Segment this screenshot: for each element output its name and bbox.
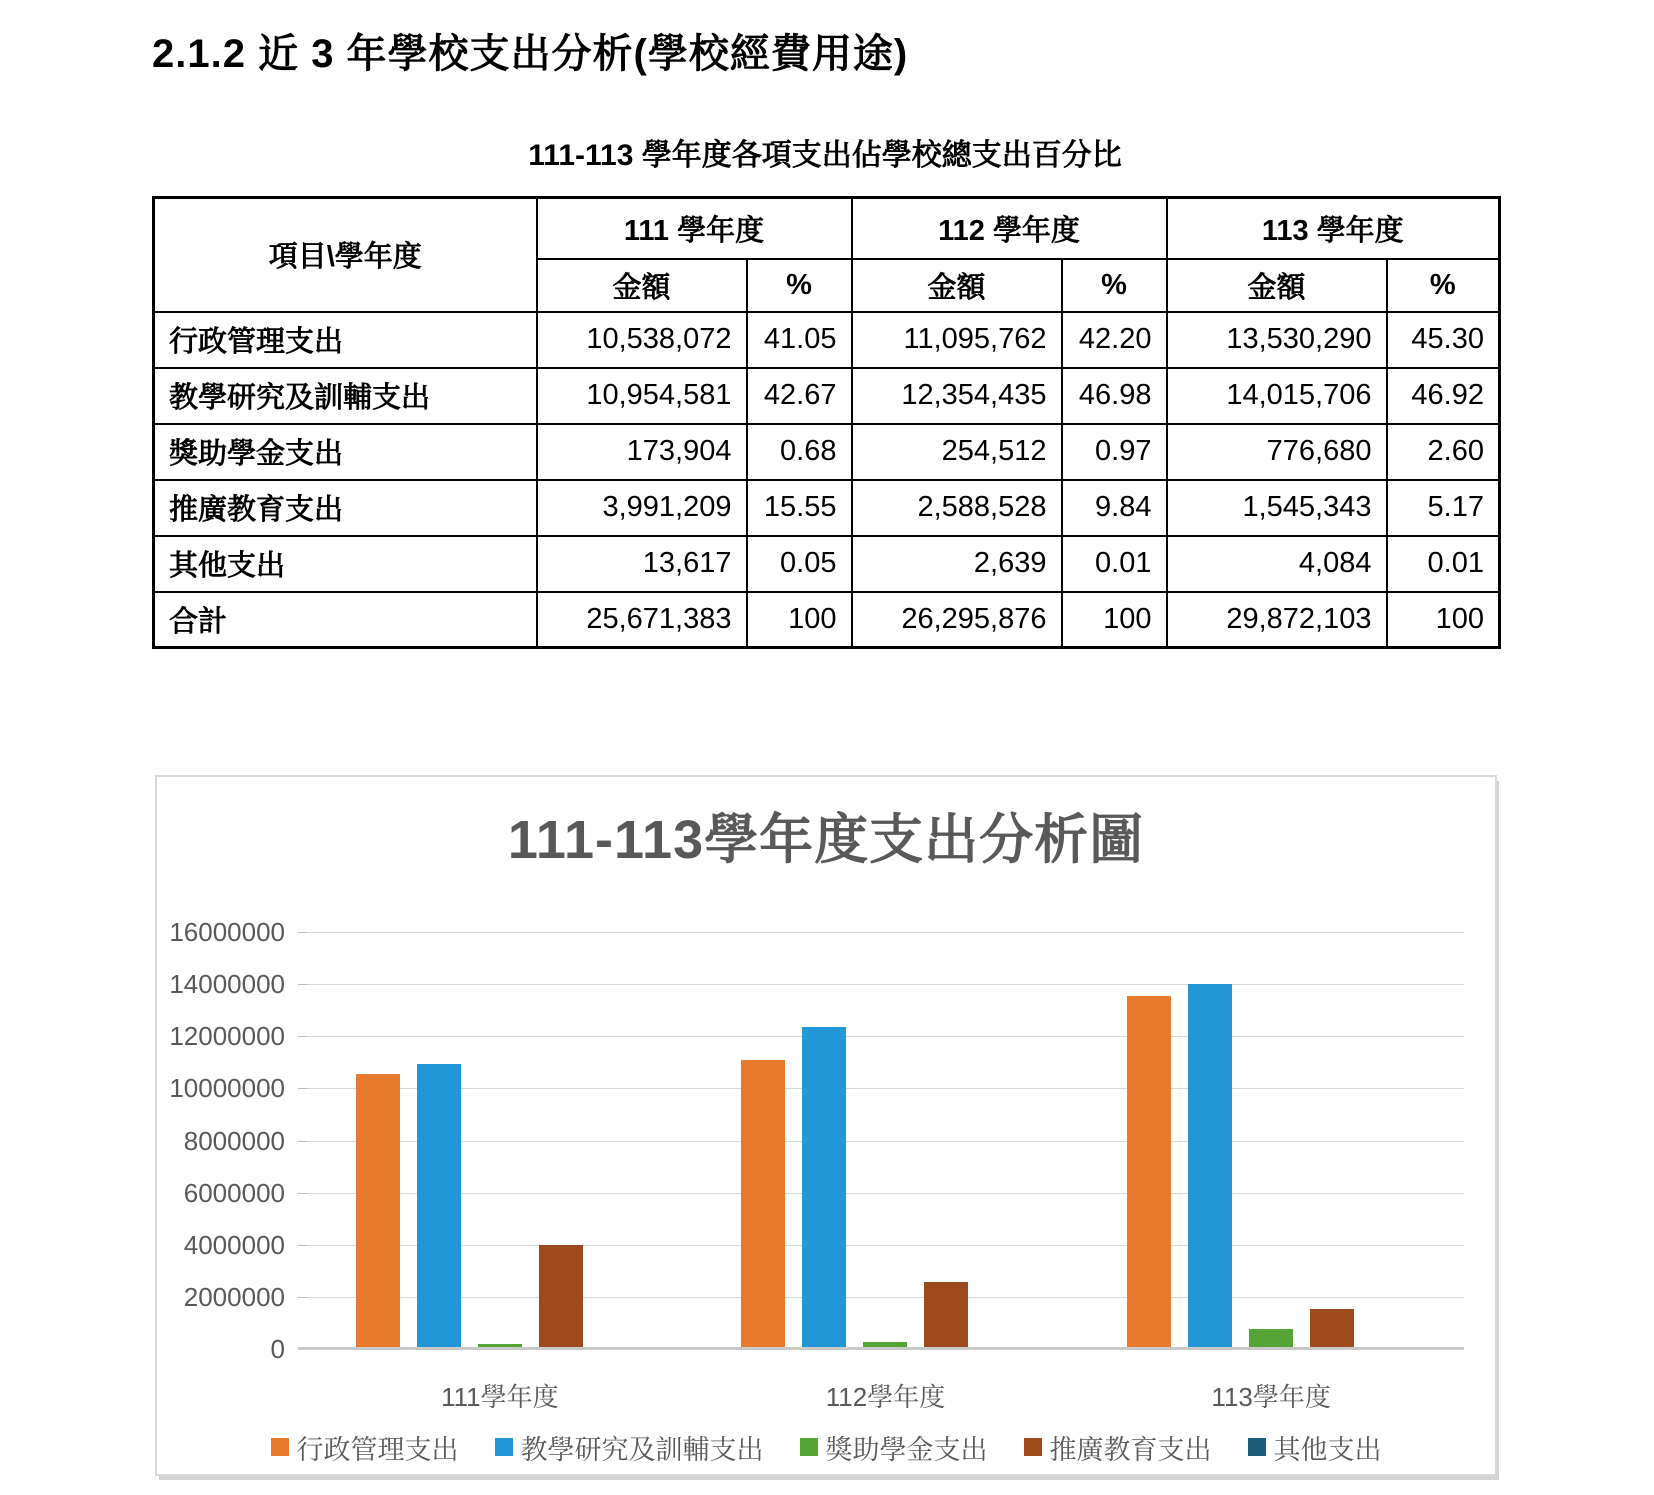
y-axis-label: 0 — [270, 1334, 285, 1364]
legend-swatch — [800, 1438, 818, 1456]
cell-value: 254,512 — [852, 424, 1062, 480]
chart-bar — [741, 1060, 785, 1349]
chart-bar — [1127, 996, 1171, 1349]
legend-label: 其他支出 — [1273, 1434, 1382, 1465]
cell-value: 12,354,435 — [852, 368, 1062, 424]
row-label: 教學研究及訓輔支出 — [154, 368, 537, 424]
cell-value: 42.20 — [1062, 312, 1167, 368]
chart-bar — [417, 1064, 461, 1350]
chart-bar — [356, 1074, 400, 1349]
cell-value: 0.97 — [1062, 424, 1167, 480]
cell-value: 776,680 — [1167, 424, 1387, 480]
year-header-113: 113 學年度 — [1167, 198, 1500, 259]
year-header-112: 112 學年度 — [852, 198, 1167, 259]
legend-item — [1248, 1428, 1382, 1467]
y-axis-tick — [298, 1297, 307, 1298]
cell-value: 0.68 — [747, 424, 852, 480]
cell-value: 10,538,072 — [537, 312, 747, 368]
cell-value: 11,095,762 — [852, 312, 1062, 368]
cell-value: 100 — [1062, 592, 1167, 648]
bar-group — [1078, 932, 1464, 1349]
cell-value: 173,904 — [537, 424, 747, 480]
percent-header: % — [1062, 259, 1167, 312]
cell-value: 0.01 — [1387, 536, 1500, 592]
cell-value: 10,954,581 — [537, 368, 747, 424]
y-axis-label: 12000000 — [169, 1021, 285, 1051]
chart-plot-area — [169, 917, 1464, 1412]
y-axis-tick — [298, 1141, 307, 1142]
legend-item — [1024, 1428, 1212, 1467]
x-axis-label: 113學年度 — [1211, 1382, 1331, 1412]
cell-value: 46.98 — [1062, 368, 1167, 424]
chart-bar — [1310, 1309, 1354, 1349]
percent-header: % — [1387, 259, 1500, 312]
expense-table — [152, 196, 1501, 649]
cell-value: 26,295,876 — [852, 592, 1062, 648]
cell-value: 41.05 — [747, 312, 852, 368]
chart-container — [155, 775, 1497, 1476]
table-row — [154, 480, 1500, 536]
chart-title: 111-113學年度支出分析圖 — [507, 810, 1145, 870]
x-axis-label: 111學年度 — [441, 1382, 559, 1412]
cell-value: 15.55 — [747, 480, 852, 536]
table-caption: 111-113 學年度各項支出佔學校總支出百分比 — [528, 139, 1122, 172]
legend-item — [271, 1428, 459, 1467]
cell-value: 45.30 — [1387, 312, 1500, 368]
chart-bar — [802, 1027, 846, 1349]
row-label: 合計 — [154, 592, 537, 648]
legend-label: 教學研究及訓輔支出 — [520, 1434, 764, 1465]
y-axis-label: 4000000 — [183, 1230, 285, 1260]
cell-value: 100 — [747, 592, 852, 648]
table-row — [154, 592, 1500, 648]
y-axis-label: 14000000 — [169, 969, 285, 999]
cell-value: 29,872,103 — [1167, 592, 1387, 648]
y-axis-tick — [298, 1088, 307, 1089]
cell-value: 5.17 — [1387, 480, 1500, 536]
bar-group — [693, 932, 1079, 1349]
legend-swatch — [495, 1438, 513, 1456]
cell-value: 42.67 — [747, 368, 852, 424]
expense-table-body — [154, 312, 1500, 648]
chart-bar — [924, 1282, 968, 1349]
cell-value: 0.05 — [747, 536, 852, 592]
row-label: 其他支出 — [154, 536, 537, 592]
cell-value: 13,530,290 — [1167, 312, 1387, 368]
cell-value: 2.60 — [1387, 424, 1500, 480]
legend-label: 行政管理支出 — [296, 1434, 459, 1465]
cell-value: 13,617 — [537, 536, 747, 592]
amount-header: 金額 — [852, 259, 1062, 312]
cell-value: 100 — [1387, 592, 1500, 648]
x-axis-line — [298, 1347, 1464, 1350]
y-axis-tick — [298, 1036, 307, 1037]
x-axis-label: 112學年度 — [825, 1382, 946, 1412]
cell-value: 9.84 — [1062, 480, 1167, 536]
table-row — [154, 536, 1500, 592]
chart-bar — [1249, 1329, 1293, 1349]
row-label: 推廣教育支出 — [154, 480, 537, 536]
bar-group — [307, 932, 693, 1349]
cell-value: 1,545,343 — [1167, 480, 1387, 536]
legend-swatch — [1024, 1438, 1042, 1456]
y-axis-tick — [298, 1193, 307, 1194]
cell-value: 0.01 — [1062, 536, 1167, 592]
amount-header: 金額 — [1167, 259, 1387, 312]
legend-label: 推廣教育支出 — [1049, 1434, 1212, 1465]
row-label: 行政管理支出 — [154, 312, 537, 368]
section-heading: 2.1.2 近 3 年學校支出分析(學校經費用途) — [152, 32, 909, 76]
amount-header: 金額 — [537, 259, 747, 312]
legend-swatch — [1248, 1438, 1266, 1456]
cell-value: 3,991,209 — [537, 480, 747, 536]
row-label: 獎助學金支出 — [154, 424, 537, 480]
legend-swatch — [271, 1438, 289, 1456]
y-axis-label: 10000000 — [169, 1073, 285, 1103]
chart-legend — [157, 1425, 1495, 1469]
table-row — [154, 424, 1500, 480]
cell-value: 46.92 — [1387, 368, 1500, 424]
corner-header-cell: 項目\學年度 — [154, 198, 537, 312]
y-axis-label: 2000000 — [183, 1282, 285, 1312]
cell-value: 14,015,706 — [1167, 368, 1387, 424]
y-axis-tick — [298, 984, 307, 985]
legend-item — [495, 1428, 764, 1467]
cell-value: 2,588,528 — [852, 480, 1062, 536]
year-header-111: 111 學年度 — [537, 198, 852, 259]
legend-label: 獎助學金支出 — [825, 1434, 988, 1465]
percent-header: % — [747, 259, 852, 312]
y-axis-label: 6000000 — [183, 1178, 285, 1208]
table-row — [154, 312, 1500, 368]
y-axis-tick — [298, 932, 307, 933]
y-axis-label: 16000000 — [169, 917, 285, 947]
chart-bar — [1188, 984, 1232, 1349]
cell-value: 2,639 — [852, 536, 1062, 592]
table-row — [154, 368, 1500, 424]
cell-value: 4,084 — [1167, 536, 1387, 592]
cell-value: 25,671,383 — [537, 592, 747, 648]
legend-item — [800, 1428, 988, 1467]
chart-bar — [539, 1245, 583, 1349]
y-axis-tick — [298, 1245, 307, 1246]
y-axis-label: 8000000 — [183, 1126, 285, 1156]
